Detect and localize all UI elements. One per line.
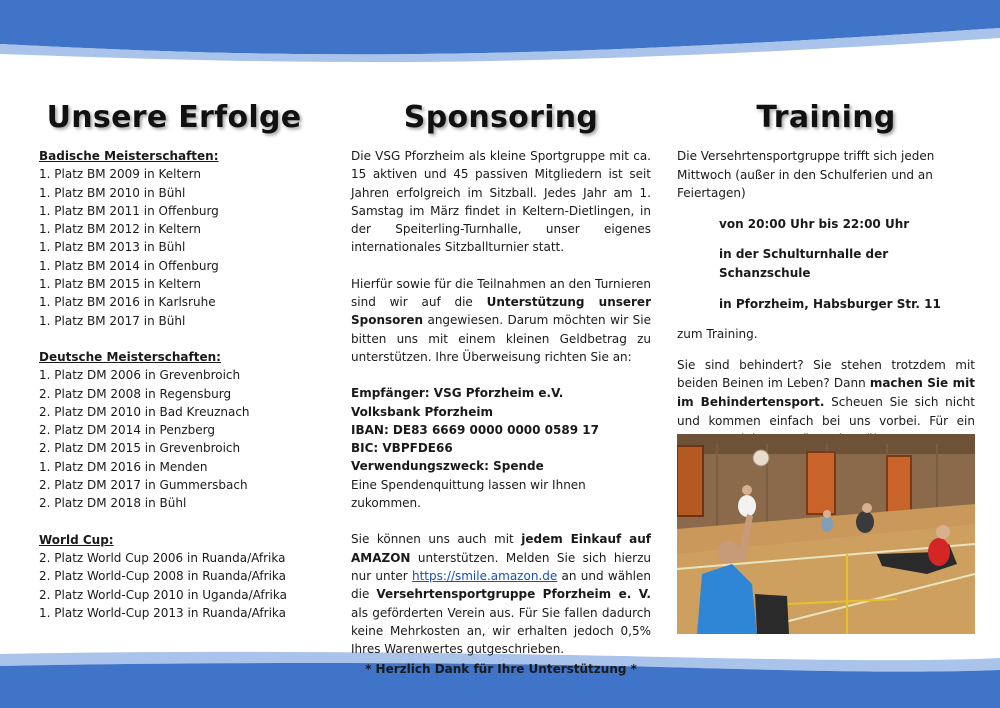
erfolge-title: Unsere Erfolge <box>46 100 302 135</box>
training-to: zum Training. <box>677 327 758 342</box>
training-invite: Sie sind behindert? Sie stehen trotzdem mit beiden Beinen im Leben? Dann machen Sie mit im Behindertensport. Scheuen Sie sich nicht und kommen einfach bei uns vorbei. Für ein <box>677 357 975 428</box>
deutsche-heading: Deutsche Meisterschaften: <box>39 349 221 364</box>
list-item: 1. Platz BM 2014 in Offenburg <box>39 258 219 273</box>
training-column <box>677 100 975 467</box>
receipt-note: Eine Spendenquittung lassen wir Ihnen zukommen. <box>351 477 586 511</box>
list-item: 1. Platz BM 2017 in Bühl <box>39 313 186 328</box>
top-wave-banner <box>0 0 1000 70</box>
bank-line: IBAN: DE83 6669 0000 0000 0589 17 <box>351 422 599 437</box>
list-item: 2. Platz World-Cup 2008 in Ruanda/Afrika <box>39 569 286 584</box>
training-address: in Pforzheim, Habsburger Str. 11 <box>719 296 941 311</box>
list-item: 1. Platz BM 2010 in Bühl <box>39 185 186 200</box>
list-item: 2. Platz DM 2008 in Regensburg <box>39 386 232 401</box>
badische-list <box>39 165 299 330</box>
list-item: 2. Platz World-Cup 2010 in Uganda/Afrika <box>39 587 287 602</box>
deutsche-list <box>39 366 299 512</box>
amazon-paragraph: Sie können uns auch mit jedem Einkauf auf AMAZON unterstützen. Melden Sie sich hierzu nur unter https://smile.amazon.de an und wählen die Versehrtensportgruppe Pforzheim e. V. als geförderten Verein aus. Für Sie fallen dadurch keine Mehrkosten an, wir erhalten jedoch 0,5% Ihres Warenwertes gutgeschrieben. <box>351 532 652 657</box>
badische-heading: Badische Meisterschaften: <box>39 149 219 163</box>
amazon-smile-link[interactable]: https://smile.amazon.de <box>411 568 558 583</box>
list-item: 2. Platz DM 2015 in Grevenbroich <box>39 441 241 456</box>
list-item: 1. Platz BM 2016 in Karlsruhe <box>39 295 216 310</box>
training-time: von 20:00 Uhr bis 22:00 Uhr <box>719 216 910 231</box>
bank-line: Volksbank Pforzheim <box>351 404 493 419</box>
training-intro: Die Versehrtensportgruppe trifft sich jeden Mittwoch (außer in den Schulferien und an Feiertagen) <box>677 149 935 201</box>
training-title: Training <box>756 100 896 135</box>
list-item: 1. Platz DM 2016 in Menden <box>39 459 208 474</box>
sponsoring-column <box>351 100 651 679</box>
list-item: 1. Platz BM 2015 in Keltern <box>39 277 201 292</box>
list-item: 2. Platz DM 2010 in Bad Kreuznach <box>39 404 250 419</box>
sponsoring-intro: Die VSG Pforzheim als kleine Sportgruppe mit ca. 15 aktiven und 45 passiven Mitgliedern ist seit Jahren erfolgreich im Sitzball. Jedes Jahr am 1. Samstag im März findet in Keltern-Dietlingen, in der Speiterling-Turnhalle, unser eigenes internationales Sitzballturnier statt. <box>351 149 651 255</box>
worldcup-list <box>39 549 299 622</box>
sponsoring-title: Sponsoring <box>403 100 599 135</box>
list-item: 2. Platz DM 2017 in Gummersbach <box>39 478 248 493</box>
list-item: 1. Platz BM 2009 in Keltern <box>39 167 201 182</box>
list-item: 1. Platz World-Cup 2013 in Ruanda/Afrika <box>39 605 286 620</box>
list-item: 2. Platz World Cup 2006 in Ruanda/Afrika <box>39 550 286 565</box>
bank-line: BIC: VBPFDE66 <box>351 441 453 456</box>
list-item: 1. Platz DM 2006 in Grevenbroich <box>39 368 241 383</box>
training-place: in der Schulturnhalle der Schanzschule <box>719 247 889 280</box>
bank-line: Verwendungszweck: Spende <box>351 459 544 474</box>
erfolge-column <box>39 100 302 622</box>
bank-line: Empfänger: VSG Pforzheim e.V. <box>351 386 564 401</box>
worldcup-heading: World Cup: <box>39 532 114 547</box>
bank-details <box>351 384 651 475</box>
thanks-line: * Herzlich Dank für Ihre Unterstützung * <box>365 662 637 677</box>
sitzball-training-photo <box>677 434 975 634</box>
list-item: 1. Platz BM 2012 in Keltern <box>39 222 201 237</box>
list-item: 1. Platz BM 2011 in Offenburg <box>39 203 219 218</box>
list-item: 2. Platz DM 2018 in Bühl <box>39 496 187 511</box>
list-item: 1. Platz BM 2013 in Bühl <box>39 240 186 255</box>
sponsoring-request: Hierfür sowie für die Teilnahmen an den Turnieren sind wir auf die Unterstützung unserer Sponsoren angewiesen. Darum möchten wir Sie bitten uns mit einem kleinen Geldbetrag zu unterstützen. Ihre Überweisung richten Sie an: <box>351 276 651 364</box>
list-item: 2. Platz DM 2014 in Penzberg <box>39 423 215 438</box>
